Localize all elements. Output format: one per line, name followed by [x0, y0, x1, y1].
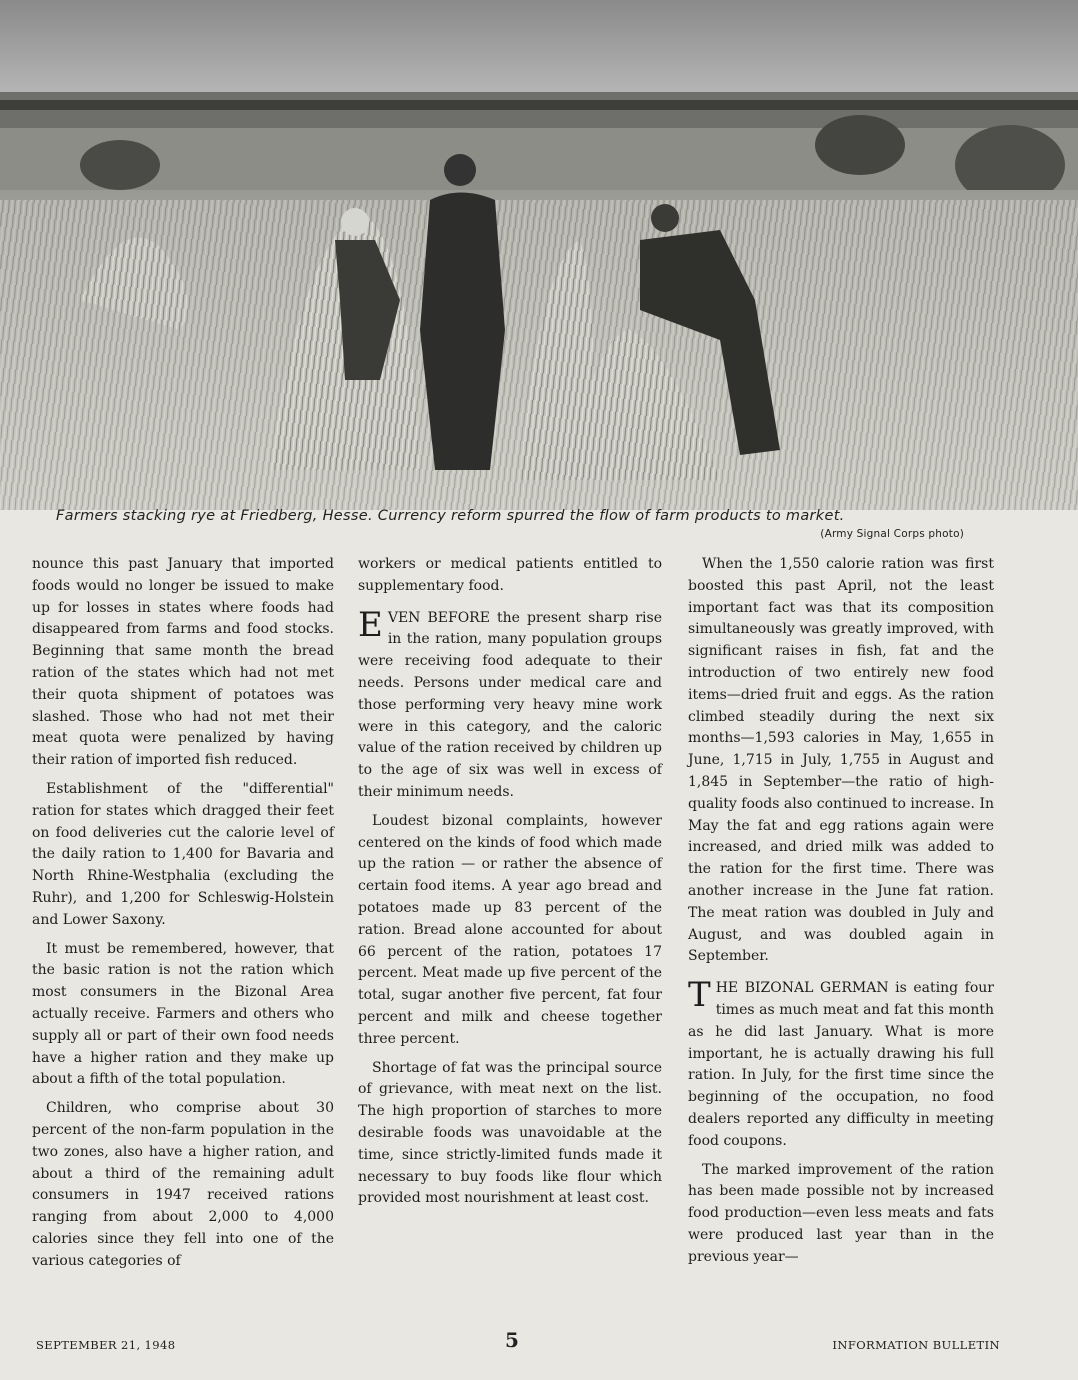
paragraph: Shortage of fat was the principal source of grievance, with meat next on the list. The high proportion of starches to more desirable foods was unavoidable at the time, since strictly-limited funds made it necessary to buy foods like flour which provided most nourishment at least cost.	[358, 1059, 662, 1207]
paragraph: workers or medical patients entitled to supplementary food.	[358, 556, 662, 594]
paragraph: The marked improvement of the ration has been made possible not by increased food production—even less meats and fats were produced last year than in the previous year—	[688, 1161, 994, 1265]
paragraph-text: VEN BEFORE the present sharp rise in the ration, many population groups were receiving food adequate to their needs. Persons under medical care and those performing very heavy mine work were in this category, and the caloric value of the ration received by children up to the age of six was well in excess of their minimum needs.	[358, 609, 662, 800]
page-number: 5	[505, 1328, 520, 1352]
column-2	[358, 554, 662, 1217]
footer-publication: INFORMATION BULLETIN	[832, 1338, 1000, 1352]
paragraph: Establishment of the "differential" ration for states which dragged their feet on food deliveries cut the calorie level of the daily ration to 1,400 for Bavaria and North Rhine-Westphalia (excluding the Ruhr), and 1,200 for Schleswig-Holstein and Lower Saxony.	[32, 780, 334, 928]
photo-caption: Farmers stacking rye at Friedberg, Hesse. Currency reform spurred the flow of farm products to market.	[56, 508, 845, 524]
paragraph: When the 1,550 calorie ration was first boosted this past April, not the least important fact was that its composition simultaneously was greatly improved, with significant raises in fish, fat and the introduction of two entirely new food items—dried fruit and eggs. As the ration climbed steadily during the next six months—1,593 calories in May, 1,655 in June, 1,715 in July, 1,755 in August and 1,845 in September—the ratio of high-quality foods also continued to increase. In May the fat and egg rations again were increased, and dried milk was added to the ration for the first time. There was another increase in the June fat ration. The meat ration was doubled in July and August, and was doubled again in September.	[688, 556, 994, 965]
paragraph: Loudest bizonal complaints, however centered on the kinds of food which made up the ration — or rather the absence of certain food items. A year ago bread and potatoes made up 83 percent of the ration. Bread alone accounted for about 66 percent of the ration, potatoes 17 percent. Meat made up five percent of the total, sugar another five percent, fat four percent and milk and cheese together three percent.	[358, 812, 662, 1047]
footer-date: SEPTEMBER 21, 1948	[36, 1338, 176, 1352]
paragraph-text: HE BIZONAL GERMAN is eating four times as much meat and fat this month as he did last January. What is more important, he is actually drawing his full ration. In July, for the first time since the beginning of the occupation, no food dealers reported any difficulty in meeting food coupons.	[688, 980, 994, 1149]
paragraph: Children, who comprise about 30 percent of the non-farm population in the two zones, also have a higher ration, and about a third of the remaining adult consumers in 1947 received rations ranging from about 2,000 to 4,000 calories since they fell into one of the various categories of	[32, 1100, 334, 1269]
paragraph-with-dropcap	[688, 975, 994, 1152]
photo-credit: (Army Signal Corps photo)	[820, 528, 964, 540]
column-1	[32, 554, 334, 1280]
paragraph: It must be remembered, however, that the basic ration is not the ration which most consumers in the Bizonal Area actually receive. Farmers and others who supply all or part of their own food needs have a higher ration and they make up about a fifth of the total population.	[32, 940, 334, 1088]
column-3	[688, 554, 994, 1276]
paragraph: nounce this past January that imported foods would no longer be issued to make up for losses in states where foods had disappeared from farms and food stocks. Beginning that same month the bread ration of the states which had not met their quota shipment of potatoes was slashed. Those who had not met their meat quota were penalized by having their ration of imported fish reduced.	[32, 556, 334, 769]
farm-photo	[0, 0, 1078, 510]
paragraph-with-dropcap	[358, 604, 662, 804]
drop-cap: E	[358, 604, 383, 645]
drop-cap: T	[688, 975, 711, 1016]
